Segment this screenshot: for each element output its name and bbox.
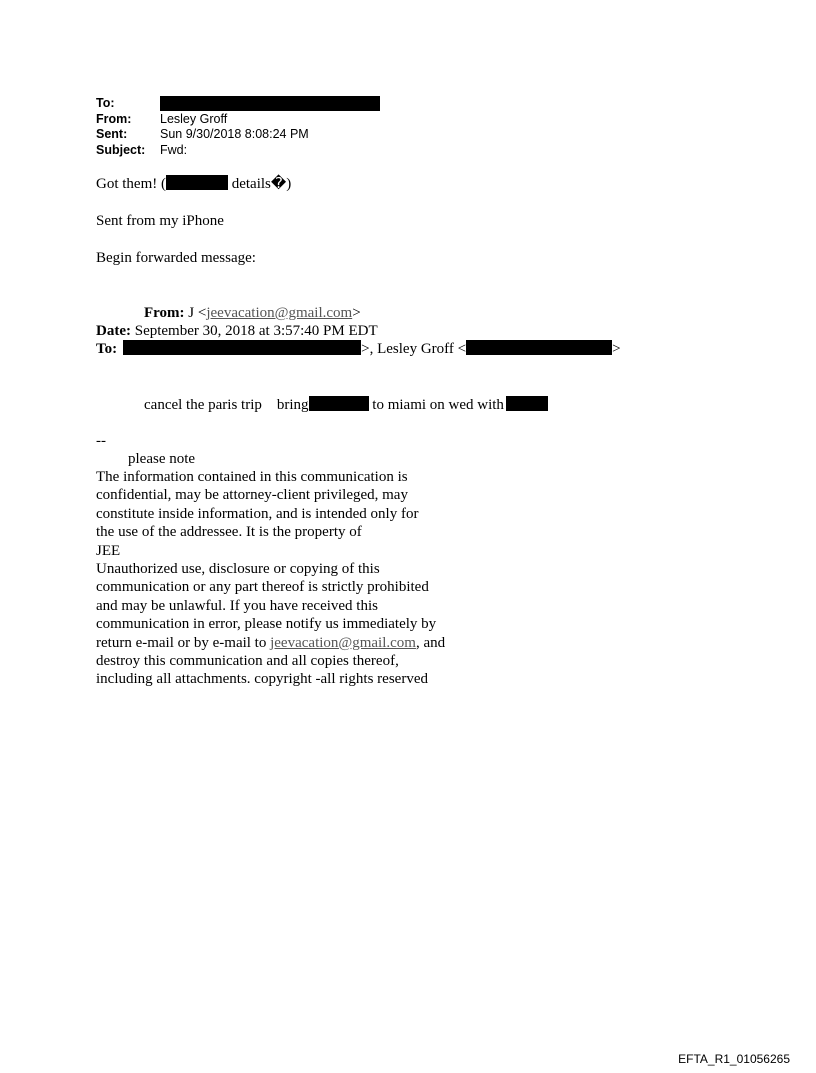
disclaimer-line: destroy this communication and all copies thereof, xyxy=(96,653,399,670)
disclaimer-line: JEE xyxy=(96,542,121,559)
disclaimer-block xyxy=(96,468,516,689)
sent-value: Sun 9/30/2018 8:08:24 PM xyxy=(160,127,309,141)
redaction-box xyxy=(123,340,361,355)
details-text: details�) xyxy=(227,176,292,192)
disclaimer-line: and may be unlawful. If you have received this xyxy=(96,597,378,614)
signature-dashes: -- xyxy=(96,433,106,449)
sent-label: Sent: xyxy=(96,127,128,141)
fwd-date-label: Date: xyxy=(96,323,131,339)
subject-label: Subject: xyxy=(96,142,146,157)
disclaimer-return-line xyxy=(96,634,516,652)
from-label: From: xyxy=(96,111,132,126)
redaction-box xyxy=(166,175,228,190)
subject-value: Fwd: xyxy=(160,142,188,157)
fwd-date-value: September 30, 2018 at 3:57:40 PM EDT xyxy=(130,323,378,339)
fwd-message-line xyxy=(144,396,548,414)
fwd-date-line xyxy=(96,322,378,340)
disclaimer-line: Unauthorized use, disclosure or copying of this xyxy=(96,561,380,578)
disclaimer-line: communication in error, please notify us immediately by xyxy=(96,616,437,633)
fwd-to-mid: >, Lesley Groff < xyxy=(361,341,467,357)
document-id: EFTA_R1_01056265 xyxy=(678,1052,790,1066)
return-pre: return e-mail or by e-mail to xyxy=(96,634,271,651)
fwd-from-label: From: xyxy=(144,305,185,321)
from-value: Lesley Groff xyxy=(160,111,228,126)
fwd-to-close: > xyxy=(612,341,621,357)
redaction-box xyxy=(309,396,369,411)
disclaimer-line: communication or any part thereof is strictly prohibited xyxy=(96,579,429,596)
fwd-from-line xyxy=(144,304,361,322)
to-label: To: xyxy=(96,96,115,110)
fwd-to-line xyxy=(96,340,621,358)
return-post: , and xyxy=(415,634,446,651)
begin-forwarded-line: Begin forwarded message: xyxy=(96,250,256,266)
redaction-box xyxy=(466,340,612,355)
disclaimer-line: including all attachments. copyright -all rights reserved xyxy=(96,671,428,688)
disclaimer-line: The information contained in this communication is xyxy=(96,469,408,485)
disclaimer-line: the use of the addressee. It is the property of xyxy=(96,524,362,541)
fwd-from-name: J < xyxy=(184,305,207,321)
disclaimer-line: confidential, may be attorney-client privileged, may xyxy=(96,487,408,504)
fwd-to-label: To: xyxy=(96,341,118,357)
body-line-got-them xyxy=(96,175,291,193)
message-part1: cancel the paris trip bring xyxy=(144,397,309,413)
fwd-from-close: > xyxy=(352,305,361,321)
disclaimer-line: constitute inside information, and is intended only for xyxy=(96,505,419,522)
please-note: please note xyxy=(128,451,196,467)
message-part2: to miami on wed with xyxy=(368,397,504,413)
return-email-link[interactable]: jeevacation@gmail.com xyxy=(270,634,416,651)
redaction-box xyxy=(160,96,380,111)
sent-from-line: Sent from my iPhone xyxy=(96,213,224,229)
fwd-from-email-link[interactable]: jeevacation@gmail.com xyxy=(206,305,353,321)
got-them-text: Got them! ( xyxy=(96,176,166,192)
redaction-box xyxy=(506,396,548,411)
